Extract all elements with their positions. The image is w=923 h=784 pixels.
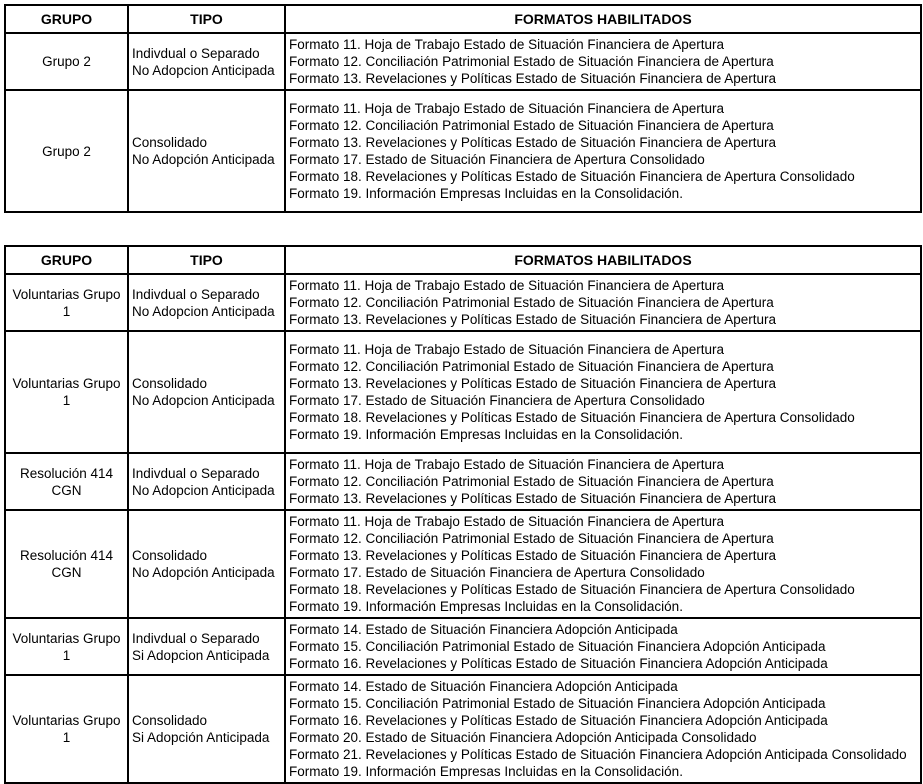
formato-line: Formato 11. Hoja de Trabajo Estado de Situación Financiera de Apertura	[289, 101, 725, 116]
table-row	[5, 33, 921, 90]
grupo-cell: Resolución 414 CGN	[5, 453, 128, 510]
formato-line: Formato 13. Revelaciones y Políticas Estado de Situación Financiera de Apertura	[289, 376, 777, 391]
formato-line: Formato 11. Hoja de Trabajo Estado de Situación Financiera de Apertura	[289, 457, 725, 472]
tipo-line: No Adopcion Anticipada	[132, 303, 275, 319]
header-row	[5, 246, 921, 274]
tipo-line: Consolidado	[132, 376, 208, 391]
column-header-formatos: FORMATOS HABILITADOS	[285, 246, 921, 274]
formato-line: Formato 19. Información Empresas Incluidas en la Consolidación.	[289, 186, 683, 201]
tipo-line: Consolidado	[132, 548, 208, 563]
grupo-cell: Grupo 2	[5, 90, 128, 212]
formato-line: Formato 18. Revelaciones y Políticas Estado de Situación Financiera de Apertura Consolidado	[289, 410, 855, 425]
formato-line: Formato 17. Estado de Situación Financiera de Apertura Consolidado	[289, 152, 705, 167]
formato-line: Formato 12. Conciliación Patrimonial Estado de Situación Financiera de Apertura	[289, 54, 774, 69]
formato-line: Formato 17. Estado de Situación Financiera de Apertura Consolidado	[289, 565, 705, 580]
formato-line: Formato 19. Información Empresas Incluidas en la Consolidación.	[289, 764, 683, 779]
formato-line: Formato 18. Revelaciones y Políticas Estado de Situación Financiera de Apertura Consolidado	[289, 582, 855, 597]
formatos-cell	[285, 618, 921, 675]
table-row	[5, 510, 921, 618]
formato-line: Formato 17. Estado de Situación Financiera de Apertura Consolidado	[289, 393, 705, 408]
table-row	[5, 453, 921, 510]
formatos-cell	[285, 510, 921, 618]
formato-line: Formato 16. Revelaciones y Políticas Estado de Situación Financiera Adopción Anticipada	[289, 656, 828, 671]
formato-line: Formato 15. Conciliación Patrimonial Estado de Situación Financiera Adopción Anticipada	[289, 696, 826, 711]
formato-line: Formato 18. Revelaciones y Políticas Estado de Situación Financiera de Apertura Consolidado	[289, 169, 855, 184]
formato-line: Formato 13. Revelaciones y Políticas Estado de Situación Financiera de Apertura	[289, 491, 777, 506]
tipo-line: Indivdual o Separado	[132, 286, 260, 302]
grupo-cell: Voluntarias Grupo 1	[5, 618, 128, 675]
formato-line: Formato 13. Revelaciones y Políticas Estado de Situación Financiera de Apertura	[289, 135, 777, 150]
tipo-cell	[128, 675, 285, 783]
table-row	[5, 618, 921, 675]
column-header-formatos: FORMATOS HABILITADOS	[285, 5, 921, 33]
tipo-cell	[128, 274, 285, 331]
formato-line: Formato 12. Conciliación Patrimonial Estado de Situación Financiera de Apertura	[289, 295, 774, 310]
formato-line: Formato 16. Revelaciones y Políticas Estado de Situación Financiera Adopción Anticipada	[289, 713, 828, 728]
tipo-line: Si Adopción Anticipada	[132, 730, 270, 745]
tipo-line: No Adopción Anticipada	[132, 565, 275, 580]
formato-line: Formato 12. Conciliación Patrimonial Estado de Situación Financiera de Apertura	[289, 359, 774, 374]
tipo-cell	[128, 331, 285, 453]
table-row	[5, 331, 921, 453]
formatos-cell	[285, 675, 921, 783]
formats-table-upper	[4, 4, 922, 213]
tipo-line: No Adopcion Anticipada	[132, 62, 275, 78]
tipo-line: No Adopcion Anticipada	[132, 393, 275, 408]
column-header-tipo: TIPO	[128, 246, 285, 274]
formatos-cell	[285, 453, 921, 510]
formato-line: Formato 12. Conciliación Patrimonial Estado de Situación Financiera de Apertura	[289, 474, 774, 489]
column-header-grupo: GRUPO	[5, 5, 128, 33]
formato-line: Formato 14. Estado de Situación Financiera Adopción Anticipada	[289, 622, 678, 637]
column-header-tipo: TIPO	[128, 5, 285, 33]
tipo-cell	[128, 510, 285, 618]
table-row	[5, 90, 921, 212]
formato-line: Formato 11. Hoja de Trabajo Estado de Situación Financiera de Apertura	[289, 342, 725, 357]
tipo-line: Consolidado	[132, 135, 208, 150]
formatos-cell	[285, 33, 921, 90]
tipo-line: Consolidado	[132, 713, 208, 728]
formato-line: Formato 13. Revelaciones y Políticas Estado de Situación Financiera de Apertura	[289, 71, 777, 86]
tipo-line: Indivdual o Separado	[132, 45, 260, 61]
formato-line: Formato 12. Conciliación Patrimonial Estado de Situación Financiera de Apertura	[289, 118, 774, 133]
tipo-line: Si Adopcion Anticipada	[132, 647, 270, 663]
tipo-line: Indivdual o Separado	[132, 465, 260, 481]
formato-line: Formato 13. Revelaciones y Políticas Estado de Situación Financiera de Apertura	[289, 548, 777, 563]
formato-line: Formato 14. Estado de Situación Financiera Adopción Anticipada	[289, 679, 678, 694]
formats-table-lower	[4, 245, 922, 784]
grupo-cell: Voluntarias Grupo 1	[5, 675, 128, 783]
table-row	[5, 274, 921, 331]
formato-line: Formato 19. Información Empresas Incluidas en la Consolidación.	[289, 427, 683, 442]
header-row	[5, 5, 921, 33]
formato-line: Formato 15. Conciliación Patrimonial Estado de Situación Financiera Adopción Anticipada	[289, 639, 826, 654]
grupo-cell: Grupo 2	[5, 33, 128, 90]
table-row	[5, 675, 921, 783]
column-header-grupo: GRUPO	[5, 246, 128, 274]
tipo-cell	[128, 453, 285, 510]
tipo-cell	[128, 90, 285, 212]
grupo-cell: Resolución 414 CGN	[5, 510, 128, 618]
formatos-cell	[285, 90, 921, 212]
formatos-cell	[285, 274, 921, 331]
tipo-cell	[128, 33, 285, 90]
formato-line: Formato 19. Información Empresas Incluidas en la Consolidación.	[289, 599, 683, 614]
formato-line: Formato 13. Revelaciones y Políticas Estado de Situación Financiera de Apertura	[289, 312, 777, 327]
tipo-line: No Adopción Anticipada	[132, 152, 275, 167]
tipo-cell	[128, 618, 285, 675]
formato-line: Formato 11. Hoja de Trabajo Estado de Situación Financiera de Apertura	[289, 278, 725, 293]
formato-line: Formato 20. Estado de Situación Financiera Adopción Anticipada Consolidado	[289, 730, 757, 745]
formato-line: Formato 21. Revelaciones y Políticas Estado de Situación Financiera Adopción Anticipada Consolidado	[289, 747, 907, 762]
formatos-cell	[285, 331, 921, 453]
formato-line: Formato 11. Hoja de Trabajo Estado de Situación Financiera de Apertura	[289, 514, 725, 529]
formato-line: Formato 11. Hoja de Trabajo Estado de Situación Financiera de Apertura	[289, 37, 725, 52]
tipo-line: No Adopcion Anticipada	[132, 482, 275, 498]
grupo-cell: Voluntarias Grupo 1	[5, 331, 128, 453]
formato-line: Formato 12. Conciliación Patrimonial Estado de Situación Financiera de Apertura	[289, 531, 774, 546]
grupo-cell: Voluntarias Grupo 1	[5, 274, 128, 331]
tipo-line: Indivdual o Separado	[132, 630, 260, 646]
